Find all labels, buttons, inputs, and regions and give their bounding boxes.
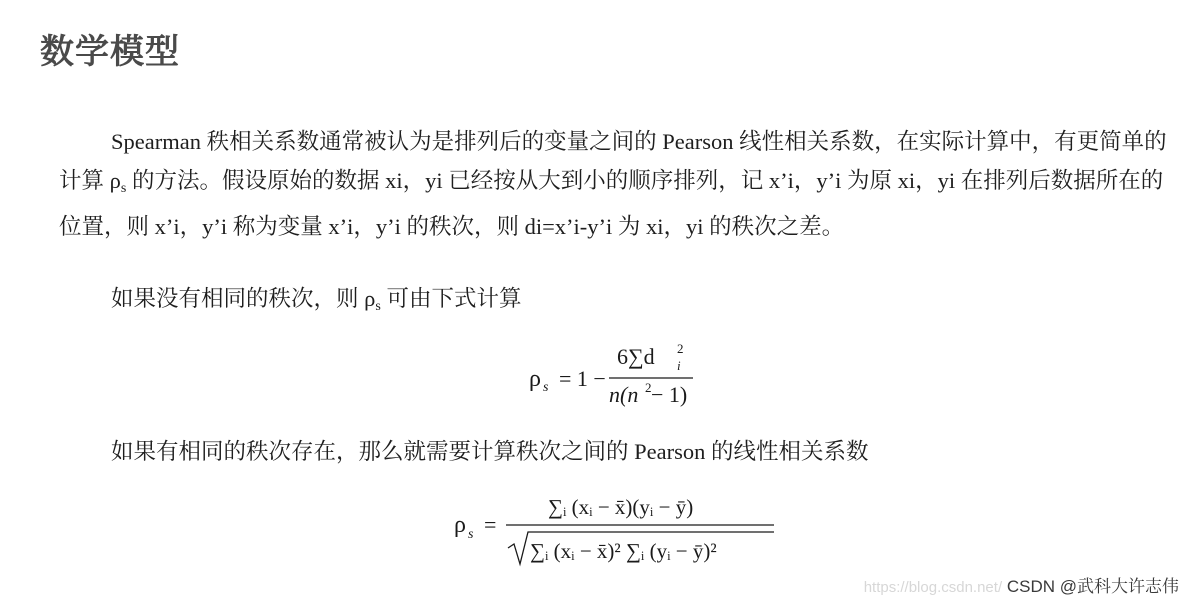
formula2-numerator: ∑ᵢ (xᵢ − x̄)(yᵢ − ȳ) — [548, 495, 694, 519]
para1-text-b: 的方法。假设原始的数据 xi，yi 已经按从大到小的顺序排列，记 x’i，y’i 为原 xi，yi 在排列后数据所在的位置，则 x’i，y’i 称为变量 x’i，y’i 的秩次，则 di=x’i-y’i 为 xi，yi 的秩次之差。 — [59, 167, 1164, 239]
para2-text-b: 可由下式计算 — [380, 286, 522, 311]
watermark-author: CSDN @武科大许志伟 — [1006, 577, 1179, 596]
csdn-watermark — [864, 572, 1179, 597]
pearson-rank-formula — [450, 488, 780, 570]
paragraph-spearman-intro — [59, 123, 1179, 247]
formula1-denominator: n(n — [609, 382, 639, 407]
formula2-denominator: ∑ᵢ (xᵢ − x̄)² ∑ᵢ (yᵢ − ȳ)² — [530, 539, 717, 563]
rho-symbol: ρ — [364, 286, 376, 311]
formula1-lhs: ρ — [529, 366, 541, 392]
formula1-eq: = 1 − — [559, 366, 606, 391]
formula1-num-sup: 2 — [677, 341, 684, 356]
page-title: 数学模型 — [40, 32, 180, 72]
rho-symbol: ρ — [109, 167, 121, 193]
formula1-numerator: 6∑d — [617, 344, 655, 369]
formula2-lhs: ρ — [454, 512, 466, 538]
formula2-eq: = — [484, 512, 497, 537]
formula2-lhs-sub: s — [468, 527, 474, 542]
rho-subscript: s — [120, 180, 127, 196]
formula1-num-sub: i — [677, 358, 681, 373]
formula1-den-tail: − 1) — [651, 382, 688, 407]
para2-text-a: 如果没有相同的秩次，则 — [111, 286, 365, 311]
formula1-den-sup: 2 — [645, 380, 652, 395]
watermark-url: https://blog.csdn.net/ — [863, 579, 1003, 596]
spearman-formula-no-ties — [525, 338, 725, 412]
para1-text-a: Spearman 秩相关系数通常被认为是排列后的变量之间的 Pearson 线性相关系数，在实际计算中，有更简单的计算 — [59, 129, 1167, 193]
rho-subscript: s — [375, 299, 381, 314]
formula1-lhs-sub: s — [543, 380, 549, 395]
paragraph-no-ties — [111, 280, 1111, 327]
paragraph-with-ties: 如果有相同的秩次存在，那么就需要计算秩次之间的 Pearson 的线性相关系数 — [111, 439, 869, 464]
